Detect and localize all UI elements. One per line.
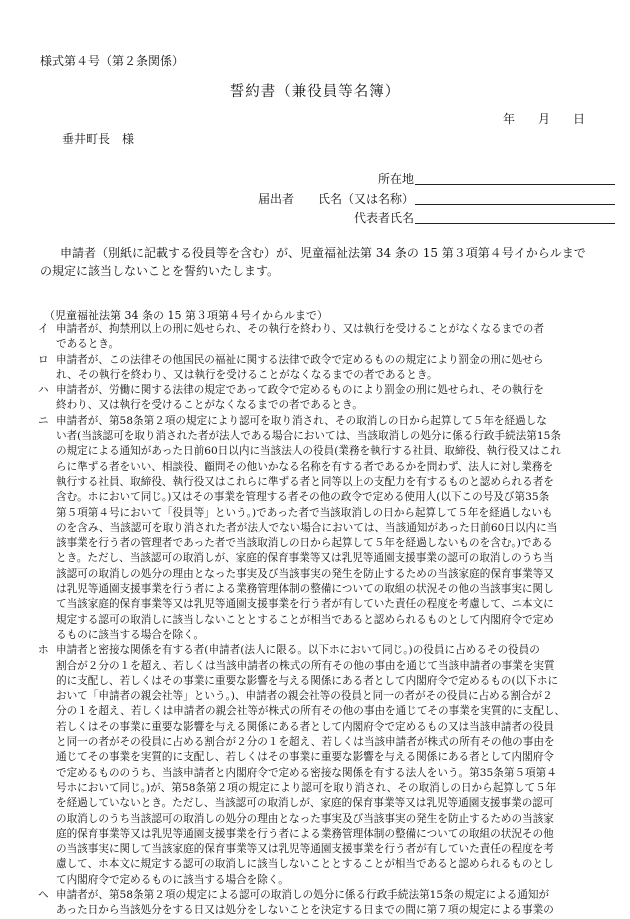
clause-text-line: の当該事実に関して当該家庭的保育事業等又は乳児等通園支援事業を行う者が有していた責任の程度を考: [56, 843, 554, 856]
clause-item: [38, 888, 608, 919]
clause-text-line: 通じてその事業を実質的に支配し、若しくはその事業に重要な影響を与える関係にある者として内閣府令: [56, 751, 554, 764]
clause-text-line: 的に支配し、若しくはその事業に重要な影響を与える関係にある者として内閣府令で定めるもの(以下ホに: [56, 674, 559, 687]
clause-text-line: 該認可の取消しの処分の理由となった事実及び当該事実の発生を防止するための当該家庭的保育事業等又: [56, 567, 554, 580]
clause-text-line: らに準ずる者をいい、相談役、顧問その他いかなる名称を有する者であるかを問わず、法人に対し業務を: [56, 460, 554, 473]
page-title: 誓約書（兼役員等名簿）: [229, 84, 401, 100]
pledge-statement: [40, 244, 602, 280]
addressee: 垂井町長 様: [62, 132, 135, 146]
clause-item: [38, 322, 608, 353]
clause-text-line: あった日から当該処分をする日又は処分をしないことを決定する日までの間に第７項の規定による事業の: [56, 904, 554, 917]
clause-marker: ホ: [38, 644, 49, 657]
clause-text-line: て内閣府令で定めるものに該当する場合を除く。: [56, 873, 289, 886]
clause-text-line: るものに該当する場合を除く。: [56, 628, 205, 641]
clause-text-line: て当該家庭的保育事業等又は乳児等通園支援事業を行う者が有していた責任の程度を考慮して、ニ本文に: [56, 598, 554, 611]
date-year-label: 年: [503, 112, 516, 126]
clause-marker: イ: [38, 323, 49, 335]
clause-text-line: 申請者が、労働に関する法律の規定であって政令で定めるものにより罰金の刑に処せられ、その執行を: [56, 384, 544, 397]
form-number: 様式第４号（第２条関係）: [40, 54, 185, 68]
clause-text-line: おいて「申請者の親会社等」という。)、申請者の親会社等の役員と同一の者がその役員に占める割合が２: [56, 690, 553, 703]
clause-text-line: と同一の者がその役員に占める割合が２分の１を超え、若しくは当該申請者が株式の所有その他の事由を: [56, 736, 555, 749]
clause-text-line: 庭的保育事業等又は乳児等通園支援事業を行う者による業務管理体制の整備についての取組の状況その他: [56, 827, 554, 840]
clause-list: [38, 322, 608, 919]
clause-item: [38, 643, 608, 888]
clause-text-line: れ、その執行を終わり、又は執行を受けることがなくなるまでの者であるとき。: [56, 368, 438, 381]
clause-text-line: 若しくはその事業に重要な影響を与える関係にある者として内閣府令で定めるもの又は当該申請者の役員: [56, 720, 554, 733]
clause-marker: ハ: [38, 384, 49, 397]
section-title: （児童福祉法第 34 条の 15 第３項第４号イからルまで）: [44, 309, 328, 322]
clause-text-line: の規定による通知があった日前60日以内に当該法人の役員(業務を執行する社員、取締役、執行役又はこれ: [56, 445, 561, 458]
clause-text-line: 申請者が、第58条第２項の規定により認可を取り消され、その取消しの日から起算して５年を経過しな: [56, 414, 547, 427]
clause-text-line: 申請者が、拘禁刑以上の刑に処せられ、その執行を終わり、又は執行を受けることがなくなるまでの者: [56, 323, 544, 335]
clause-item: [38, 414, 608, 643]
clause-text-line: 分の１を超え、若しくは申請者の親会社等が株式の所有その他の事由を通じてその事業を実質的に支配し、: [56, 705, 566, 718]
clause-text-line: の取消しのうち当該認可の取消しの処分の理由となった事実及び当該事実の発生を防止するための当該家: [56, 812, 554, 825]
clause-text-line: 申請者が、第58条第２項の規定による認可の取消しの処分に係る行政手続法第15条の規定による通知が: [56, 888, 550, 901]
clause-text-line: であるとき。: [56, 338, 120, 351]
clause-text-line: を経過していないとき。ただし、当該認可の取消しが、家庭的保育事業等又は乳児等通園支援事業の認可: [56, 797, 554, 810]
clause-text-line: い者(当該認可を取り消された者が法人である場合においては、当該取消しの処分に係る行政手続法第15条: [56, 430, 561, 443]
address-field[interactable]: [415, 184, 615, 185]
clause-text-line: 含む。ホにおいて同じ。)又はその事業を管理する者その他の政令で定める使用人(以下この号及び第35条: [56, 491, 550, 504]
pledge-line: 申請者（別紙に記載する役員等を含む）が、児童福祉法第 34 条の 15 第３項第４号イからルまで: [60, 246, 586, 260]
clause-text-line: 慮して、ホ本文に規定する認可の取消しに該当しないこととすることが相当であると認められるものとし: [56, 858, 554, 871]
clause-text-line: 規定する認可の取消しに該当しないこととすることが相当であると認められるものとして内閣府令で定め: [56, 613, 554, 626]
clause-text-line: 割合が２分の１を超え、若しくは当該申請者の株式の所有その他の事由を通じて当該申請者の事業を実質: [56, 659, 555, 672]
name-field[interactable]: [415, 204, 615, 205]
clause-marker: ロ: [38, 353, 49, 366]
representative-field[interactable]: [415, 223, 615, 224]
clause-text-line: は乳児等通園支援事業を行う者による業務管理体制の整備についての取組の状況その他の当該事実に関し: [56, 583, 554, 596]
applicant-label: 届出者: [258, 192, 295, 206]
clause-marker: ヘ: [38, 888, 49, 901]
date-month-label: 月: [538, 112, 551, 126]
clause-text-line: 終わり、又は執行を受けることがなくなるまでの者であるとき。: [56, 399, 363, 412]
name-label: 氏名（又は名称）: [318, 192, 415, 206]
clause-text-line: 執行する社員、取締役、執行役又はこれらに準ずる者と同等以上の支配力を有するものと認められる者を: [56, 475, 554, 488]
clause-text-line: 第５項第４号において「役員等」という。)であった者で当該取消しの日から起算して５年を経過しないも: [56, 506, 553, 519]
clause-text-line: のを含み、当該認可を取り消された者が法人でない場合においては、当該通知があった日前60日以内に当: [56, 521, 558, 534]
clause-text-line: で定めるもののうち、当該申請者と内閣府令で定める密接な関係を有する法人をいう。第35条第５項第４: [56, 766, 557, 779]
clause-text-line: 申請者が、この法律その他国民の福祉に関する法律で政令で定めるものの規定により罰金の刑に処せら: [56, 353, 544, 366]
clause-text-line: 該事業を行う者の管理者であった者で当該取消しの日から起算して５年を経過しないものを含む。)である: [56, 537, 553, 550]
clause-text-line: とき。ただし、当該認可の取消しが、家庭的保育事業等又は乳児等通園支援事業の認可の取消しのうち当: [56, 552, 554, 565]
pledge-line: の規定に該当しないことを誓約いたします。: [40, 264, 280, 278]
clause-text-line: 申請者と密接な関係を有する者(申請者(法人に限る。以下ホにおいて同じ。)の役員に占めるその役員の: [56, 644, 540, 657]
clause-item: [38, 383, 608, 414]
date-day-label: 日: [573, 112, 586, 126]
clause-marker: ニ: [38, 414, 49, 427]
clause-item: [38, 353, 608, 384]
representative-label: 代表者氏名: [354, 211, 415, 225]
clause-text-line: 号ホにおいて同じ。)が、第58条第２項の規定により認可を取り消され、その取消しの日から起算して５年: [56, 781, 557, 794]
address-label: 所在地: [378, 172, 415, 186]
